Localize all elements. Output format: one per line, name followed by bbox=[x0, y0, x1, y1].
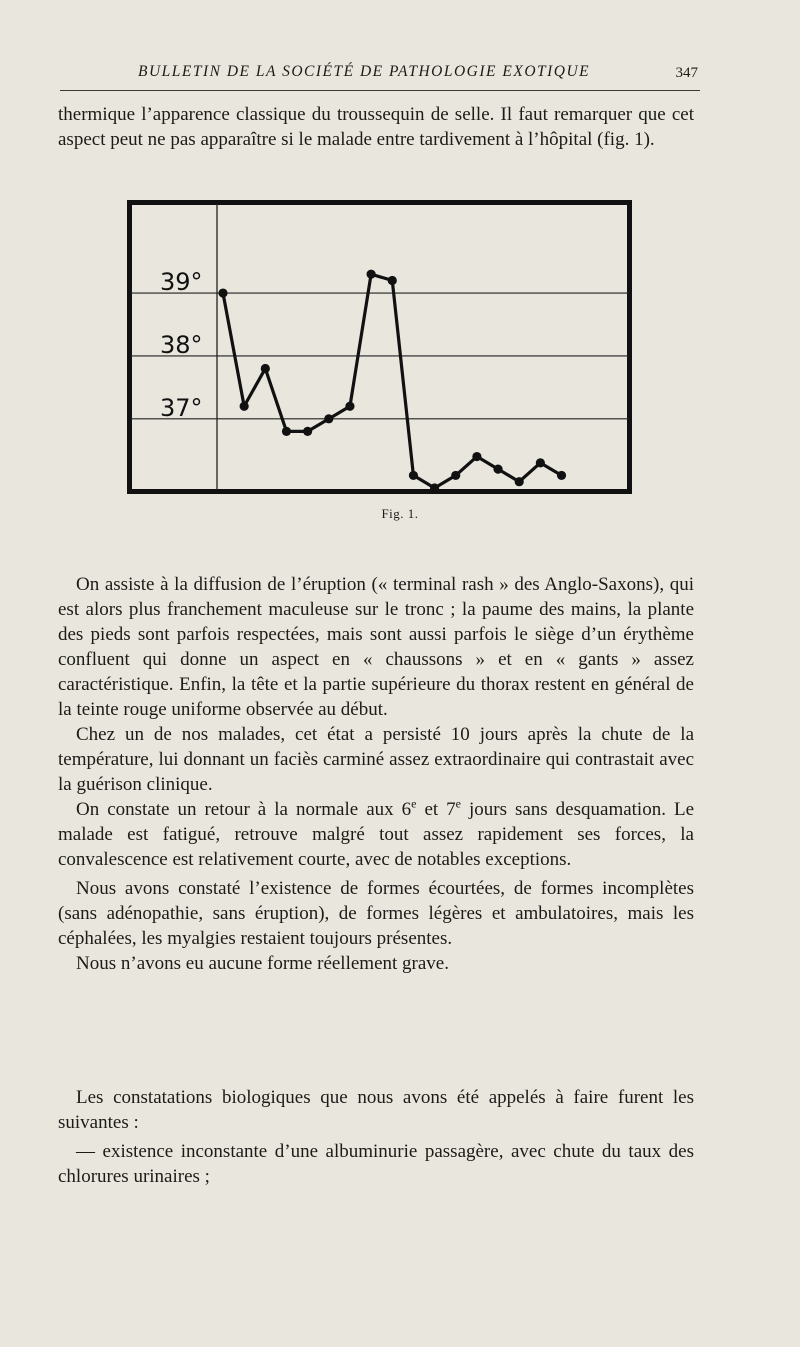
paragraph-eruption: On assiste à la diffusion de l’éruption (« terminal rash » des Anglo-Saxons), qui est alors plus franchement maculeuse sur le tronc ; la paume des mains, la plante des pieds sont parfois respectées, mais sont aussi parfois le siège d’un érythème confluent qui donne un aspect en « chaussons » et en « gants » assez caractéristique. Enfin, la tête et la partie supérieure du thorax restent en général de la teinte rouge uniforme observée au début. bbox=[58, 574, 694, 720]
intro-paragraph: thermique l’apparence classique du troussequin de selle. Il faut remarquer que cet aspect peut ne pas apparaître si le malade entre tardivement à l’hôpital (fig. 1). bbox=[58, 104, 694, 150]
body-text-2 bbox=[58, 1085, 694, 1189]
paragraph-no-severe: Nous n’avons eu aucune forme réellement grave. bbox=[76, 953, 449, 974]
paragraph-persistence: Chez un de nos malades, cet état a persisté 10 jours après la chute de la température, lui donnant un faciès carminé assez extraordinaire qui contrastait avec la guérison clinique. bbox=[58, 724, 694, 795]
ordinal-sup-1: e bbox=[411, 796, 417, 811]
data-point bbox=[240, 402, 249, 411]
body-text bbox=[58, 572, 694, 976]
y-tick-label: 38° bbox=[160, 330, 203, 359]
data-point bbox=[430, 483, 439, 492]
data-point bbox=[409, 471, 418, 480]
data-point bbox=[472, 452, 481, 461]
data-point bbox=[451, 471, 460, 480]
paragraph-return-to-normal bbox=[58, 797, 694, 872]
data-point bbox=[367, 270, 376, 279]
data-point bbox=[282, 427, 291, 436]
data-point bbox=[261, 364, 270, 373]
data-point bbox=[536, 458, 545, 467]
return-text-1: On constate un retour à la normale aux 6 bbox=[76, 799, 412, 820]
data-point bbox=[345, 402, 354, 411]
journal-title: BULLETIN DE LA SOCIÉTÉ DE PATHOLOGIE EXOTIQUE bbox=[138, 63, 591, 80]
y-tick-label: 37° bbox=[160, 393, 203, 422]
chart-frame bbox=[130, 203, 630, 492]
data-point bbox=[303, 427, 312, 436]
paragraph-biology: Les constatations biologiques que nous avons été appelés à faire furent les suivantes : bbox=[58, 1087, 694, 1133]
paragraph-forms: Nous avons constaté l’existence de formes écourtées, de formes incomplètes (sans adénopathie, sans éruption), de formes légères et ambulatoires, mais les céphalées, les myalgies restaient toujours présentes. bbox=[58, 878, 694, 949]
data-point bbox=[515, 477, 524, 486]
intro-text bbox=[58, 102, 694, 152]
running-head bbox=[60, 62, 700, 91]
figure-caption: Fig. 1. bbox=[381, 506, 419, 521]
temperature-chart bbox=[127, 200, 633, 496]
ordinal-sup-2: e bbox=[455, 796, 461, 811]
data-point bbox=[493, 465, 502, 474]
return-text-3: jours sans desquamation. Le malade est fatigué, retrouve malgré tout assez rapidement ses forces, la convalescence est relativement courte, avec de notables exceptions. bbox=[58, 799, 694, 870]
paragraph-albuminuria: — existence inconstante d’une albuminurie passagère, avec chute du taux des chlorures urinaires ; bbox=[58, 1141, 694, 1187]
return-text-2: et 7 bbox=[416, 799, 456, 820]
page-number: 347 bbox=[675, 65, 698, 81]
temperature-line bbox=[223, 274, 562, 488]
data-point bbox=[388, 276, 397, 285]
data-point bbox=[324, 414, 333, 423]
data-point bbox=[218, 288, 227, 297]
data-point bbox=[557, 471, 566, 480]
y-tick-label: 39° bbox=[160, 268, 203, 297]
